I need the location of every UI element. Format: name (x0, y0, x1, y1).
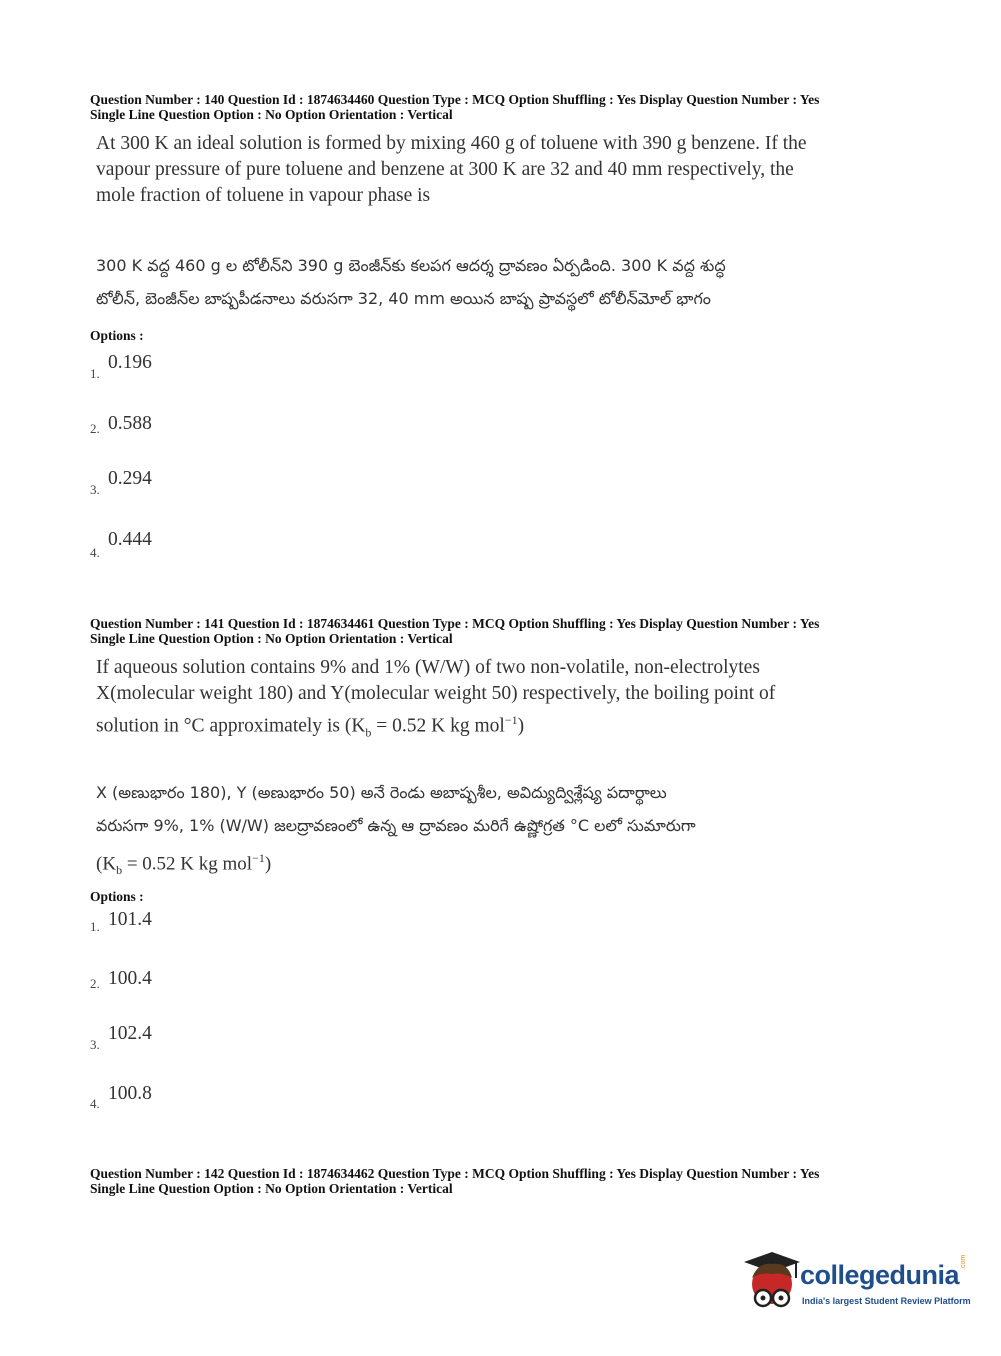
meta-line-2: Single Line Question Option : No Option Orientation : Vertical (90, 107, 453, 122)
option-number: 1. (90, 366, 100, 381)
superscript: −1 (504, 713, 518, 727)
option-value: 100.4 (108, 968, 152, 989)
subscript: b (365, 725, 372, 740)
option-number: 2. (90, 976, 100, 991)
option-value: 0.196 (108, 352, 152, 373)
question-meta (90, 92, 930, 122)
options-label: Options : (90, 889, 144, 904)
option-value: 102.4 (108, 1023, 152, 1044)
logo-tagline: India's largest Student Review Platform (802, 1296, 971, 1306)
question-line: టోలీన్, బెంజీన్‌ల బాష్పపీడనాలు వరుసగా 32, 40 mm అయిన బాష్ప ప్రావస్థలో టోలీన్‌మోల్ భాగం (96, 289, 711, 308)
option-number: 3. (90, 1037, 100, 1052)
question-line (96, 842, 876, 887)
question-line: వరుసగా 9%, 1% (W/W) జలద్రావణంలో ఉన్న ఆ ద్రావణం మరిగే ఉష్ణోగ్రత °C లలో సుమారుగా (96, 816, 696, 835)
options-label: Options : (90, 328, 144, 343)
text-fragment: (K (96, 853, 117, 875)
meta-line-2: Single Line Question Option : No Option Orientation : Vertical (90, 631, 453, 646)
option-value: 100.8 (108, 1083, 152, 1104)
mascot-icon (738, 1248, 802, 1320)
meta-line-1: Question Number : 142 Question Id : 1874634462 Question Type : MCQ Option Shuffling : Yes Display Question Number : Yes (90, 1166, 820, 1181)
question-meta (90, 1166, 930, 1196)
text-fragment: ) (517, 715, 525, 737)
option-value: 0.588 (108, 413, 152, 434)
text-fragment: ) (264, 853, 272, 875)
meta-line-2: Single Line Question Option : No Option Orientation : Vertical (90, 1181, 453, 1196)
question-line: At 300 K an ideal solution is formed by mixing 460 g of toluene with 390 g benzene. If the (96, 133, 807, 154)
question-line: X (అణుభారం 180), Y (అణుభారం 50) అనే రెండు అబాష్పశీల, అవిద్యుద్విశ్లేష్య పదార్థాలు (96, 783, 667, 802)
text-fragment: solution in °C approximately is (K (96, 715, 366, 737)
question-line: If aqueous solution contains 9% and 1% (W/W) of two non-volatile, non-electrolytes (96, 657, 760, 678)
option-value: 0.294 (108, 468, 152, 489)
option-value: 0.444 (108, 529, 152, 550)
logo-brand: collegedunia (800, 1260, 960, 1290)
text-fragment: = 0.52 K kg mol (371, 715, 505, 737)
question-line: vapour pressure of pure toluene and benzene at 300 K are 32 and 40 mm respectively, the (96, 159, 794, 180)
text-fragment: = 0.52 K kg mol (122, 853, 253, 875)
question-line (96, 707, 876, 745)
question-text-telugu (96, 249, 876, 315)
superscript: −1 (252, 851, 265, 865)
question-line: 300 K వద్ద 460 g ల టోలీన్‌ని 390 g బెంజీన్‌కు కలపగ ఆదర్శ ద్రావణం ఏర్పడింది. 300 K వద్ద శుద్ధ (96, 256, 726, 275)
option-number: 4. (90, 1096, 100, 1111)
meta-line-1: Question Number : 140 Question Id : 1874634460 Question Type : MCQ Option Shuffling : Yes Display Question Number : Yes (90, 92, 820, 107)
option-number: 4. (90, 545, 100, 560)
option-value: 101.4 (108, 909, 152, 930)
meta-line-1: Question Number : 141 Question Id : 1874634461 Question Type : MCQ Option Shuffling : Yes Display Question Number : Yes (90, 616, 820, 631)
question-meta (90, 616, 930, 646)
question-text-english (96, 655, 876, 745)
option-number: 2. (90, 421, 100, 436)
option-number: 3. (90, 482, 100, 497)
question-text-english (96, 131, 876, 209)
subscript: b (116, 863, 123, 878)
option-number: 1. (90, 919, 100, 934)
logo-suffix: .com (960, 1254, 967, 1270)
question-line: mole fraction of toluene in vapour phase is (96, 185, 431, 206)
collegedunia-logo[interactable] (738, 1248, 978, 1320)
question-line: X(molecular weight 180) and Y(molecular weight 50) respectively, the boiling point of (96, 683, 776, 704)
question-text-telugu (96, 776, 876, 887)
